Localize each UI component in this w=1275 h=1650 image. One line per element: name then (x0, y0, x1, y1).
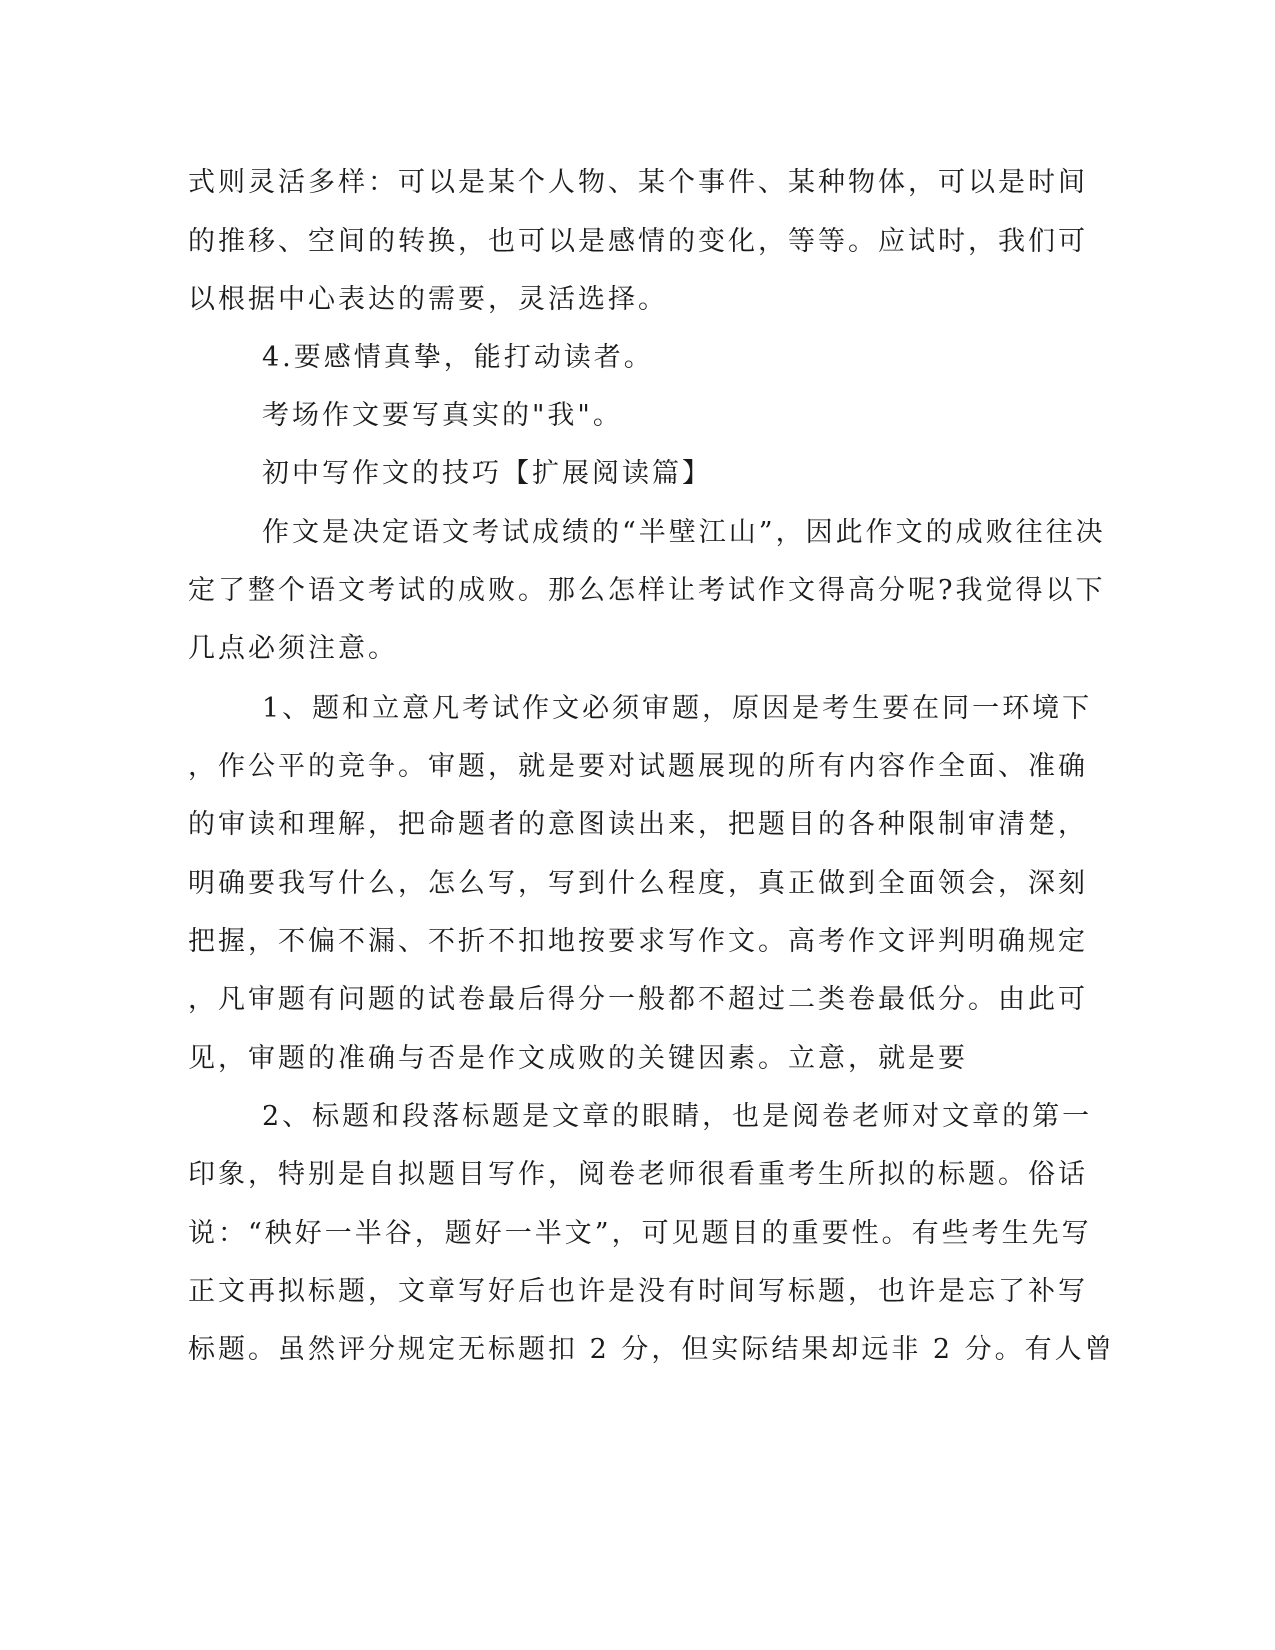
text-line: 几点必须注意。 (188, 633, 398, 664)
text-line: 标题。虽然评分规定无标题扣 2 分，但实际结果却远非 2 分。有人曾 (188, 1334, 1115, 1365)
text-line: 2、标题和段落标题是文章的眼睛，也是阅卷老师对文章的第一 (262, 1101, 1093, 1132)
text-line: 定了整个语文考试的成败。那么怎样让考试作文得高分呢?我觉得以下 (188, 575, 1106, 606)
text-line: 4.要感情真挚，能打动读者。 (262, 342, 654, 373)
text-line: 考场作文要写真实的"我"。 (262, 400, 623, 431)
text-line: 作文是决定语文考试成绩的“半壁江山”，因此作文的成败往往决 (262, 517, 1106, 548)
section-heading: 初中写作文的技巧【扩展阅读篇】 (262, 458, 712, 489)
text-line: 式则灵活多样：可以是某个人物、某个事件、某种物体，可以是时间 (188, 167, 1088, 198)
text-line: ，作公平的竞争。审题，就是要对试题展现的所有内容作全面、准确 (188, 751, 1088, 782)
text-line: 正文再拟标题，文章写好后也许是没有时间写标题，也许是忘了补写 (188, 1276, 1088, 1307)
text-line: 印象，特别是自拟题目写作，阅卷老师很看重考生所拟的标题。俗话 (188, 1159, 1088, 1190)
text-line: 1、题和立意凡考试作文必须审题，原因是考生要在同一环境下 (262, 693, 1093, 724)
text-line: 明确要我写什么，怎么写，写到什么程度，真正做到全面领会，深刻 (188, 868, 1088, 899)
text-line: 的推移、空间的转换，也可以是感情的变化，等等。应试时，我们可 (188, 226, 1088, 257)
text-line: 见，审题的准确与否是作文成败的关键因素。立意，就是要 (188, 1043, 968, 1074)
text-line: ，凡审题有问题的试卷最后得分一般都不超过二类卷最低分。由此可 (188, 984, 1088, 1015)
text-line: 以根据中心表达的需要，灵活选择。 (188, 284, 668, 315)
text-line: 把握，不偏不漏、不折不扣地按要求写作文。高考作文评判明确规定 (188, 926, 1088, 957)
text-line: 说：“秧好一半谷，题好一半文”，可见题目的重要性。有些考生先写 (188, 1218, 1092, 1249)
text-line: 的审读和理解，把命题者的意图读出来，把题目的各种限制审清楚， (188, 809, 1088, 840)
